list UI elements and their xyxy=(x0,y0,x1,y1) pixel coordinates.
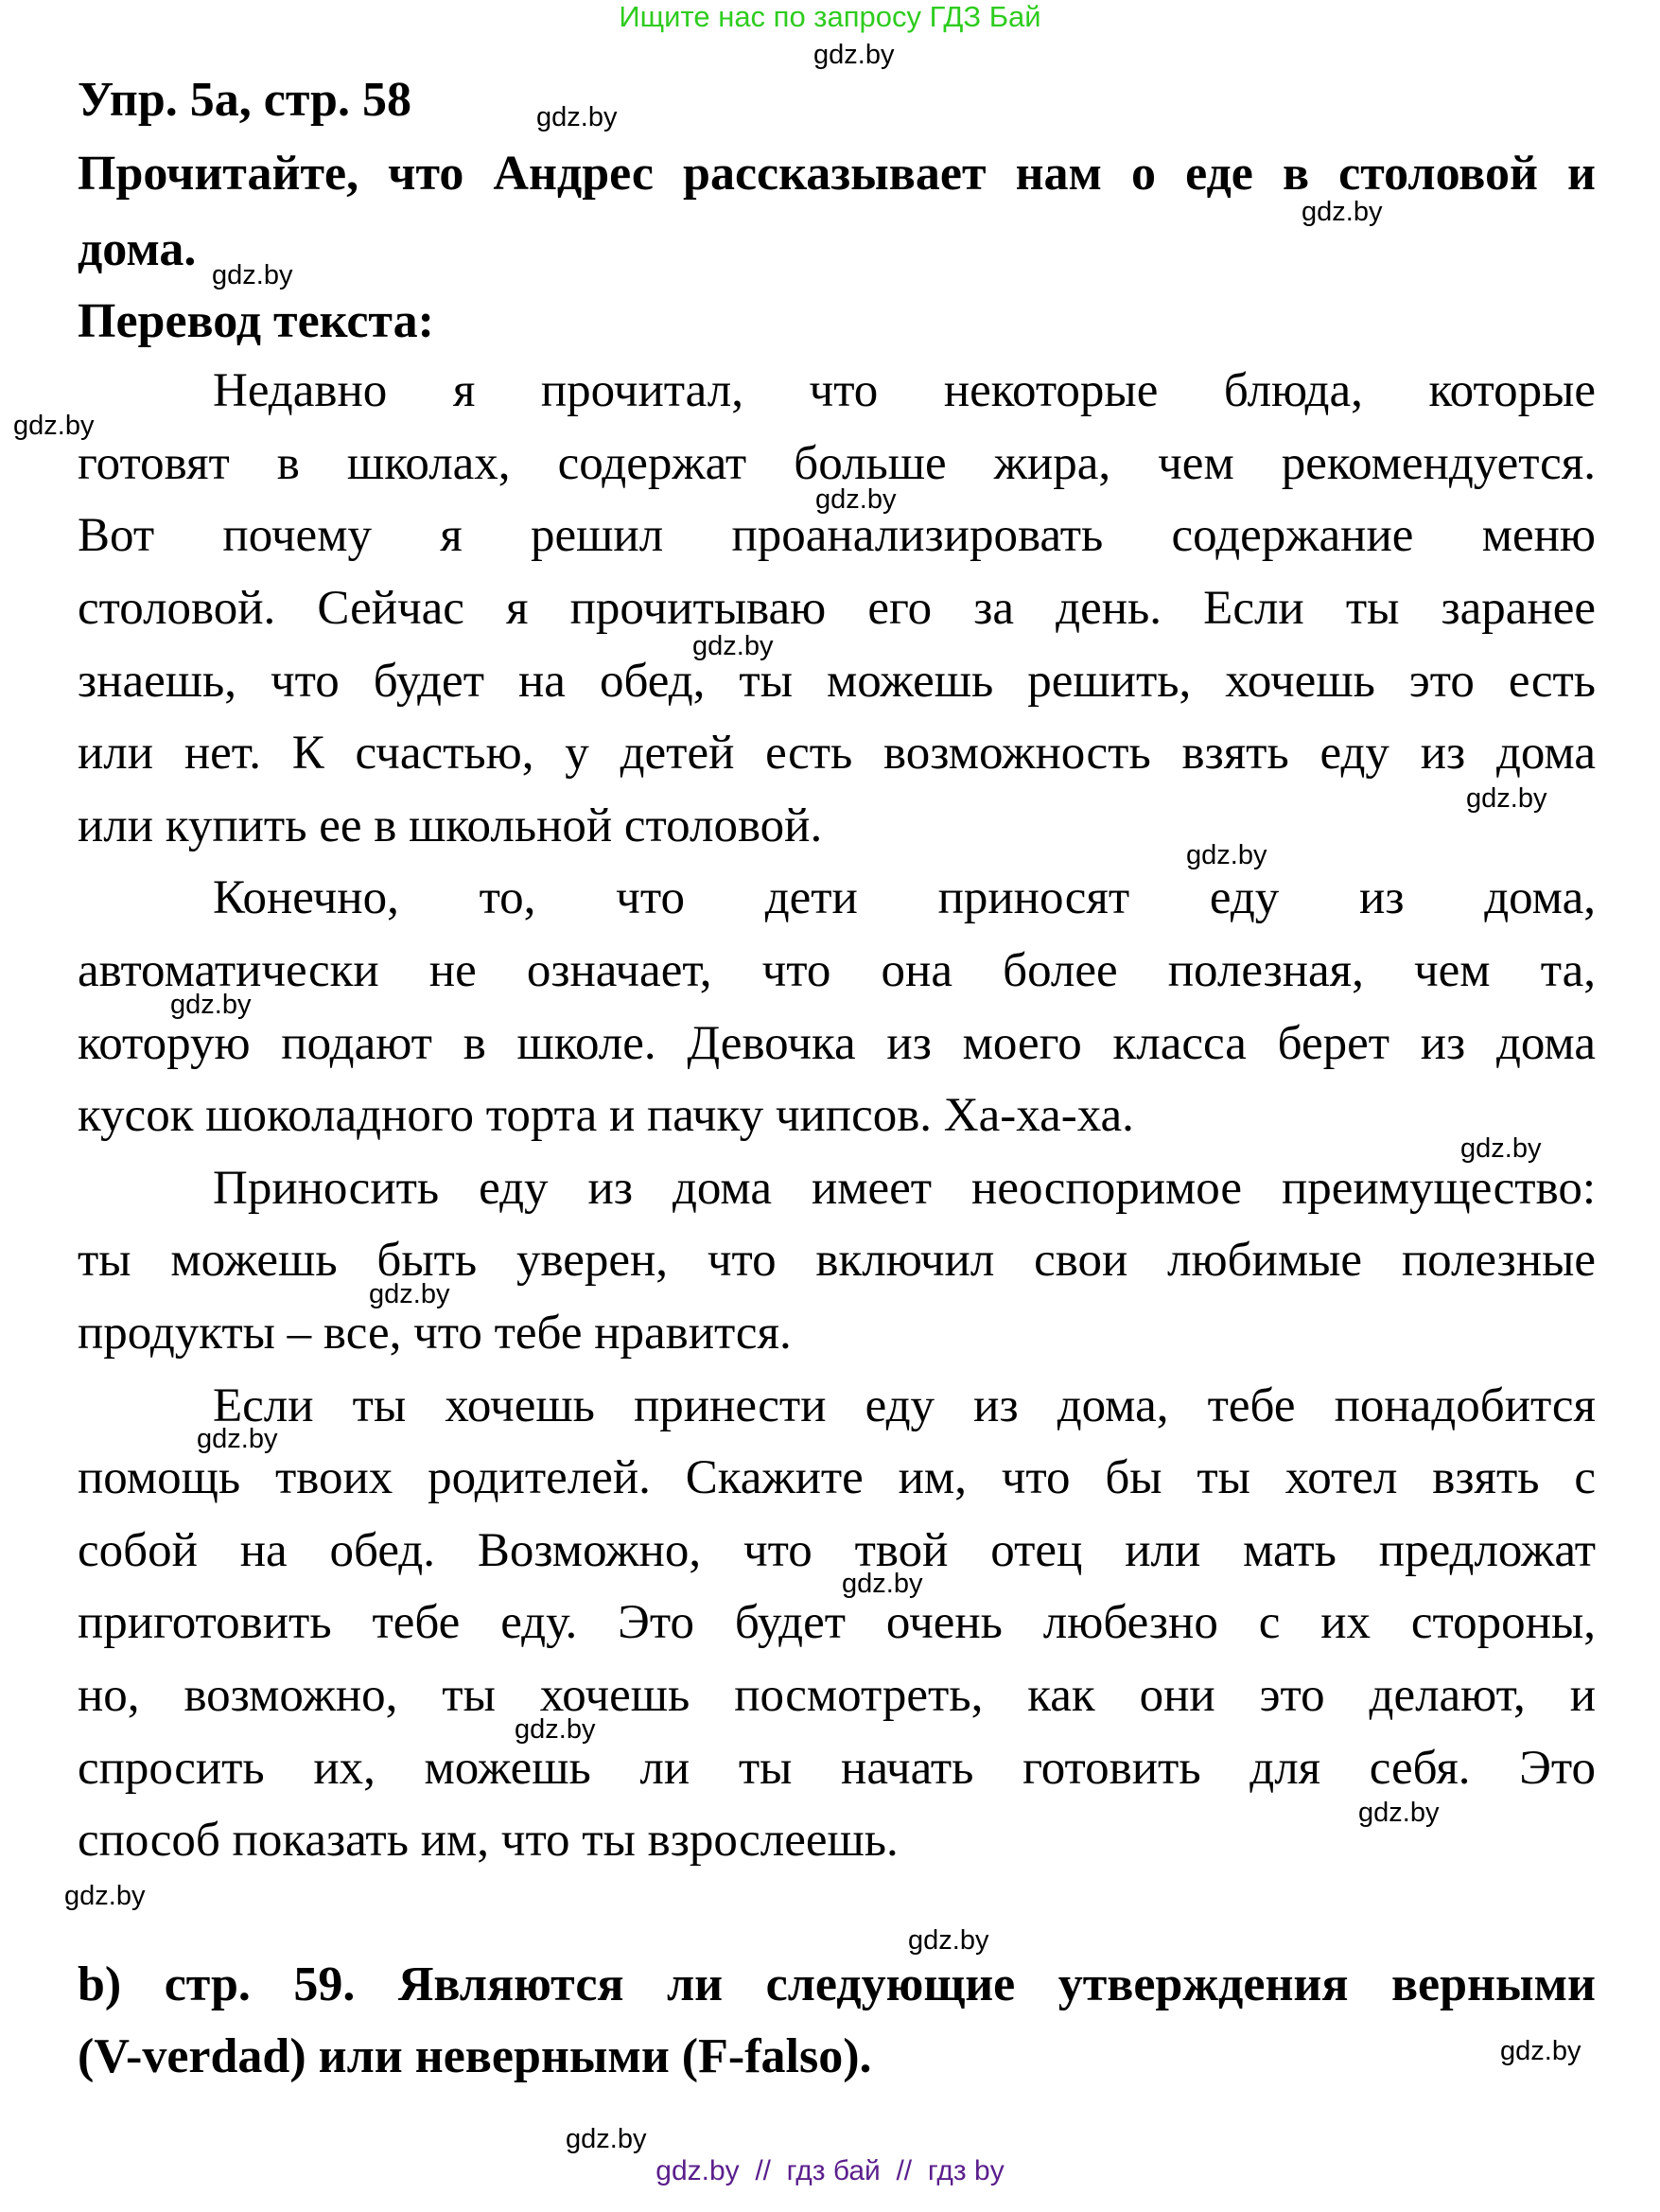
task-instruction-cont: дома. xyxy=(78,222,197,276)
watermark: gdz.by xyxy=(908,1925,989,1956)
paragraph-line: столовой. Сейчас я прочитываю его за день. Если ты заранее xyxy=(78,582,1596,635)
watermark: gdz.by xyxy=(1358,1798,1440,1828)
watermark: gdz.by xyxy=(64,1881,146,1911)
paragraph-line: Вот почему я решил проанализировать содержание меню xyxy=(78,509,1596,562)
exercise-title: Упр. 5а, стр. 58 xyxy=(78,73,411,127)
part-b-heading: b) стр. 59. Являются ли следующие утверждения верными xyxy=(78,1957,1596,2011)
task-instruction: Прочитайте, что Андрес рассказывает нам о еде в столовой и xyxy=(78,147,1596,201)
watermark: gdz.by xyxy=(1466,783,1547,814)
watermark: gdz.by xyxy=(369,1279,450,1309)
paragraph-line: Если ты хочешь принести еду из дома, тебе понадобится xyxy=(213,1379,1596,1432)
watermark: gdz.by xyxy=(515,1714,596,1745)
paragraph-line: способ показать им, что ты взрослеешь. xyxy=(78,1814,899,1867)
paragraph-line: готовят в школах, содержат больше жира, чем рекомендуется. xyxy=(78,437,1596,490)
paragraph-line: собой на обед. Возможно, что твой отец или мать предложат xyxy=(78,1524,1596,1577)
paragraph-line: Недавно я прочитал, что некоторые блюда, которые xyxy=(213,364,1596,417)
paragraph-line: или купить ее в школьной столовой. xyxy=(78,799,823,852)
watermark: gdz.by xyxy=(212,260,293,290)
paragraph-line: спросить их, можешь ли ты начать готовить для себя. Это xyxy=(78,1742,1596,1795)
watermark: gdz.by xyxy=(842,1569,923,1599)
paragraph-line: кусок шоколадного торта и пачку чипсов. Ха-ха-ха. xyxy=(78,1089,1134,1142)
paragraph-line: приготовить тебе еду. Это будет очень любезно с их стороны, xyxy=(78,1596,1596,1649)
watermark: gdz.by xyxy=(692,631,774,661)
watermark: gdz.by xyxy=(170,990,252,1020)
watermark: gdz.by xyxy=(813,40,895,70)
watermark: gdz.by xyxy=(1186,840,1267,870)
paragraph-line: продукты – все, что тебе нравится. xyxy=(78,1307,792,1360)
watermark: gdz.by xyxy=(1302,197,1383,227)
watermark: gdz.by xyxy=(566,2124,647,2154)
paragraph-line: знаешь, что будет на обед, ты можешь решить, хочешь это есть xyxy=(78,655,1596,708)
watermark: gdz.by xyxy=(197,1424,278,1454)
paragraph-line: ты можешь быть уверен, что включил свои любимые полезные xyxy=(78,1234,1596,1287)
watermark: gdz.by xyxy=(1500,2036,1581,2066)
watermark: gdz.by xyxy=(1460,1133,1542,1164)
footer-links[interactable]: gdz.by // гдз бай // гдз by xyxy=(655,2155,1005,2186)
watermark: gdz.by xyxy=(13,411,95,441)
paragraph-line: которую подают в школе. Девочка из моего класса берет из дома xyxy=(78,1017,1596,1070)
paragraph-line: автоматически не означает, что она более полезная, чем та, xyxy=(78,944,1596,997)
watermark: gdz.by xyxy=(815,484,897,515)
paragraph-line: но, возможно, ты хочешь посмотреть, как они это делают, и xyxy=(78,1669,1596,1722)
paragraph-line: Приносить еду из дома имеет неоспоримое преимущество: xyxy=(213,1162,1596,1215)
paragraph-line: Конечно, то, что дети приносят еду из дома, xyxy=(213,871,1596,924)
watermark: gdz.by xyxy=(536,102,618,132)
paragraph-line: или нет. К счастью, у детей есть возможность взять еду из дома xyxy=(78,727,1596,780)
paragraph-line: помощь твоих родителей. Скажите им, что бы ты хотел взять с xyxy=(78,1451,1596,1504)
part-b-heading-cont: (V-verdad) или неверными (F-falso). xyxy=(78,2029,872,2083)
search-banner[interactable]: Ищите нас по запросу ГДЗ Бай xyxy=(619,0,1041,33)
translation-heading: Перевод текста: xyxy=(78,294,434,348)
